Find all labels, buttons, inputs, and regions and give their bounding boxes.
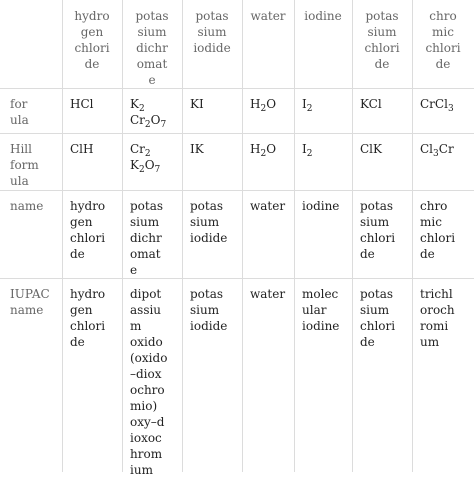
formula-symbol: O [266,97,277,111]
formula-subscript: 7 [154,165,161,175]
formula-symbol: O [266,142,277,156]
table-cell: potas sium iodide [190,199,228,245]
formula-subscript: 3 [447,104,454,114]
formula-symbol: KCl [360,97,382,111]
table-cell [190,141,240,157]
formula-symbol: ClH [70,142,94,156]
formula-symbol: H [250,97,261,111]
table-cell: potas sium dichr omat e [130,199,164,277]
formula-subscript: 3 [433,149,439,159]
table-cell: potas sium chlori de [360,287,396,349]
column-header: water [250,9,286,23]
table-cell [360,96,410,112]
table-cell [360,141,410,157]
table-cell: potas sium iodide [190,287,228,333]
formula-symbol: Cr [438,142,454,156]
formula-symbol: Cl [420,142,434,156]
column-header: iodine [304,9,342,23]
column-divider [182,0,183,472]
formula-subscript: 2 [306,104,313,114]
formula-symbol: I [302,142,307,156]
table-cell: hydro gen chlori de [70,287,106,349]
formula-subscript: 2 [260,149,267,159]
column-divider [242,0,243,472]
formula-subscript: 2 [306,149,313,159]
formula-symbol: KI [190,97,204,111]
row-header: IUPAC name [10,287,50,317]
table-cell: iodine [302,199,340,213]
table-cell [420,96,472,112]
formula-symbol: O [150,113,161,127]
table-cell [420,141,472,157]
column-header: hydro gen chlori de [74,9,110,71]
table-cell [302,96,350,112]
row-divider [0,190,474,191]
table-cell: molec ular iodine [302,287,340,333]
table-cell [250,96,292,112]
formula-symbol: Cr [130,142,145,156]
column-header: potas sium iodide [193,9,231,55]
formula-symbol: O [144,158,155,172]
table-cell [130,141,180,173]
column-header: potas sium dichr omat e [135,9,169,87]
formula-symbol: HCl [70,97,94,111]
table-cell: water [250,199,286,213]
formula-subscript: 2 [138,165,145,175]
column-divider [294,0,295,472]
table-cell: dipot assiu m oxido (oxido –diox ochro mio) oxy–d ioxoc hrom ium [130,287,168,477]
column-header: chro mic chlori de [425,9,461,71]
formula-subscript: 2 [260,104,267,114]
formula-symbol: H [250,142,261,156]
table-cell [190,96,240,112]
row-header: for ula [10,97,29,127]
table-cell: trichl oroch romi um [420,287,455,349]
formula-symbol: K [130,158,139,172]
row-divider [0,278,474,279]
row-header: name [10,199,44,213]
row-divider [0,88,474,89]
formula-subscript: 2 [138,104,145,114]
formula-subscript: 2 [144,120,151,130]
formula-symbol: CrCl [420,97,448,111]
table-cell: hydro gen chlori de [70,199,106,261]
row-header: Hill form ula [10,142,39,188]
formula-symbol: I [302,97,307,111]
table-cell: potas sium chlori de [360,199,396,261]
formula-symbol: ClK [360,142,382,156]
row-divider [0,133,474,134]
formula-symbol: Cr [130,113,145,127]
table-cell: water [250,287,286,301]
formula-symbol: IK [190,142,204,156]
table-cell [302,141,350,157]
formula-subscript: 2 [144,149,151,159]
table-cell [70,141,120,157]
table-cell: chro mic chlori de [420,199,456,261]
formula-subscript: 7 [160,120,167,130]
table-cell [70,96,120,112]
table-cell [130,96,180,128]
table-cell [250,141,292,157]
column-header: potas sium chlori de [364,9,400,71]
formula-symbol: K [130,97,139,111]
